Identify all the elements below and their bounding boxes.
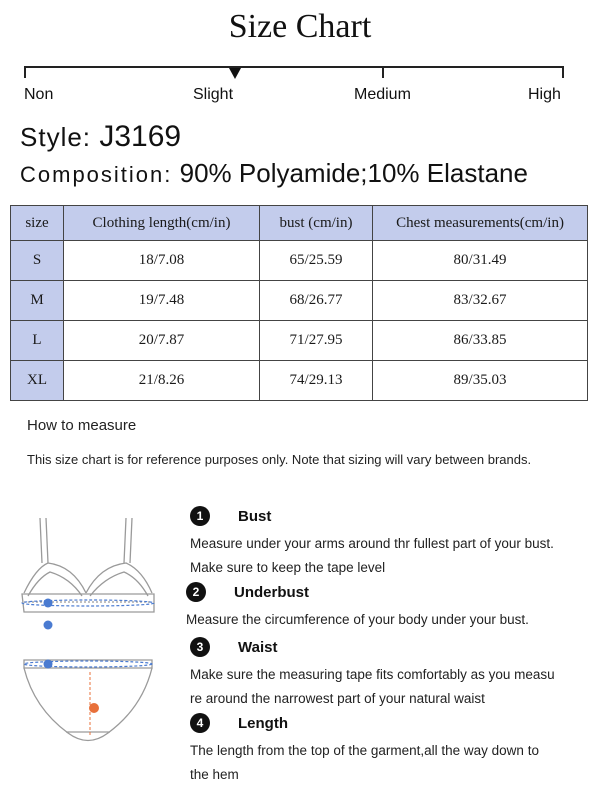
scale-line — [24, 66, 564, 68]
cell-bust: 74/29.13 — [260, 361, 373, 401]
reference-note: This size chart is for reference purposes only. Note that sizing will vary between brands. — [27, 452, 532, 467]
waist-marker-icon — [44, 660, 53, 669]
composition-label: Composition: — [20, 162, 173, 187]
step-title: Waist — [238, 638, 278, 656]
how-to-measure-title: How to measure — [27, 417, 137, 434]
composition-line — [20, 158, 528, 189]
cell-bust: 71/27.95 — [260, 321, 373, 361]
cell-size: L — [11, 321, 64, 361]
cell-length: 18/7.08 — [64, 241, 260, 281]
cell-chest: 83/32.67 — [373, 281, 588, 321]
cell-size: XL — [11, 361, 64, 401]
bikini-diagram-icon — [18, 508, 168, 773]
header-size: size — [11, 206, 64, 241]
scale-marker-icon — [229, 68, 241, 79]
scale-tick — [562, 66, 564, 78]
style-label: Style: — [20, 122, 92, 152]
step-number-icon: 3 — [190, 637, 210, 657]
table-row — [11, 361, 588, 401]
scale-tick — [382, 66, 384, 78]
cell-length: 21/8.26 — [64, 361, 260, 401]
step-underbust — [186, 582, 576, 632]
cell-chest: 80/31.49 — [373, 241, 588, 281]
step-title: Length — [238, 714, 288, 732]
step-number-icon: 1 — [190, 506, 210, 526]
style-line — [20, 120, 181, 154]
table-row — [11, 241, 588, 281]
scale-label-medium: Medium — [354, 86, 411, 103]
step-number-icon: 2 — [186, 582, 206, 602]
size-table — [10, 205, 588, 401]
cell-size: M — [11, 281, 64, 321]
step-description — [186, 608, 576, 632]
cell-bust: 65/25.59 — [260, 241, 373, 281]
table-row — [11, 281, 588, 321]
scale-label-high: High — [528, 86, 561, 103]
step-length — [190, 713, 580, 787]
scale-label-slight: Slight — [193, 86, 234, 103]
step-description — [190, 532, 580, 580]
size-chart-title: Size Chart — [228, 8, 372, 45]
scale-tick — [24, 66, 26, 78]
step-line: re around the narrowest part of your natural waist — [190, 691, 485, 706]
header-chest: Chest measurements(cm/in) — [373, 206, 588, 241]
garment-illustration — [18, 508, 168, 773]
stretch-scale — [24, 66, 564, 78]
step-bust — [190, 506, 580, 580]
step-description — [190, 663, 580, 711]
step-line: Measure under your arms around thr fullest part of your bust. — [190, 536, 554, 551]
step-line: Measure the circumference of your body under your bust. — [186, 612, 529, 627]
style-value: J3169 — [99, 120, 182, 153]
step-line: The length from the top of the garment,all the way down to — [190, 743, 539, 758]
header-clothing-length: Clothing length(cm/in) — [64, 206, 260, 241]
cell-chest: 86/33.85 — [373, 321, 588, 361]
underbust-marker-icon — [44, 621, 53, 630]
composition-value: 90% Polyamide;10% Elastane — [179, 158, 528, 188]
step-line: Make sure to keep the tape level — [190, 560, 386, 575]
step-description — [190, 739, 580, 787]
bust-marker-icon — [44, 599, 53, 608]
cell-length: 19/7.48 — [64, 281, 260, 321]
cell-size: S — [11, 241, 64, 281]
table-header-row — [11, 206, 588, 241]
step-line: Make sure the measuring tape fits comfortably as you measu — [190, 667, 555, 682]
scale-label-non: Non — [24, 86, 54, 103]
step-waist — [190, 637, 580, 711]
step-title: Bust — [238, 507, 272, 525]
cell-bust: 68/26.77 — [260, 281, 373, 321]
step-title: Underbust — [234, 583, 309, 601]
step-line: the hem — [190, 767, 239, 782]
table-row — [11, 321, 588, 361]
step-number-icon: 4 — [190, 713, 210, 733]
cell-length: 20/7.87 — [64, 321, 260, 361]
header-bust: bust (cm/in) — [260, 206, 373, 241]
cell-chest: 89/35.03 — [373, 361, 588, 401]
length-marker-icon — [89, 703, 99, 713]
